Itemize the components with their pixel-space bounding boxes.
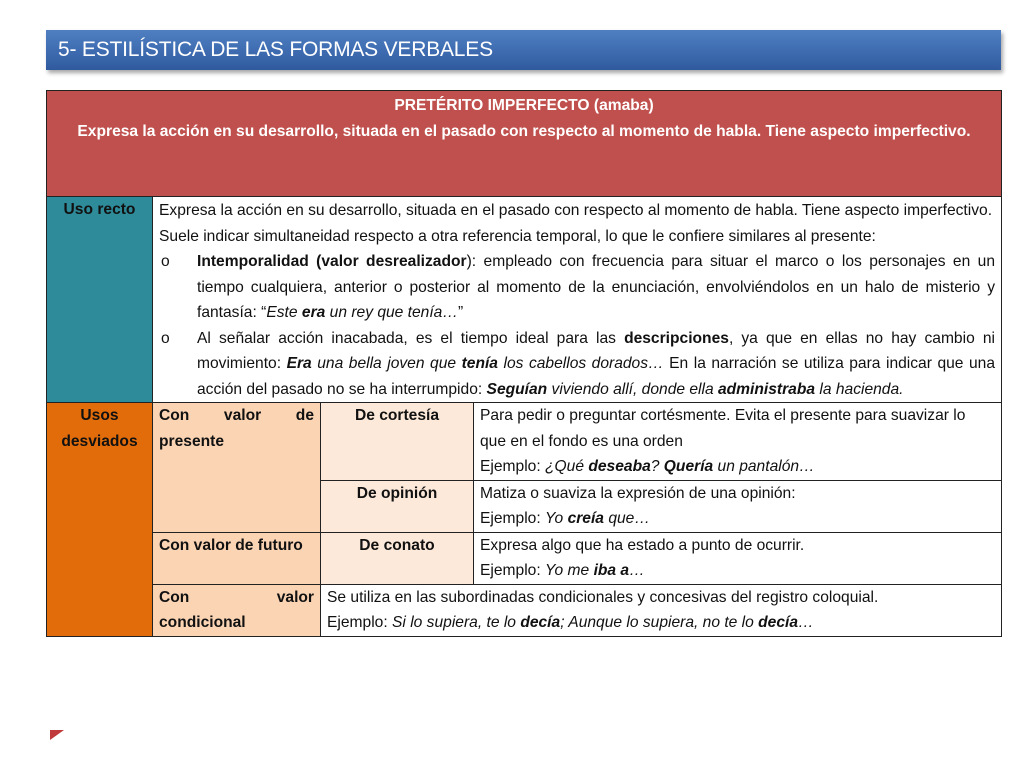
header-title: PRETÉRITO IMPERFECTO (amaba) <box>394 97 654 114</box>
example-bold: deseaba <box>588 458 651 475</box>
example-text: ? <box>650 458 664 475</box>
opinion-label: De opinión <box>321 480 474 532</box>
bullet1-term: Intemporalidad (valor desrealizador <box>197 253 467 270</box>
opinion-example <box>480 506 995 532</box>
condicional-label: Con valor condicional <box>153 584 321 636</box>
list-item <box>159 326 995 403</box>
bullet2-text-b: , ya que en ellas no hay cambio ni movimiento: <box>197 329 995 372</box>
verb-forms-table <box>46 90 1002 637</box>
example-label: Ejemplo: <box>480 510 546 527</box>
example-label: Ejemplo: <box>480 458 546 475</box>
bullet2-ex1-b: los cabellos dorados… <box>497 355 664 372</box>
example-text: Yo <box>545 510 568 527</box>
example-bold: decía <box>520 614 561 631</box>
example-bold: creía <box>567 510 604 527</box>
bullet2-ex1-bold: Era <box>286 355 312 372</box>
table-row <box>47 584 1002 636</box>
cortesia-text: Para pedir o preguntar cortésmente. Evita el presente para suavizar lo que en el fondo es una orden <box>480 407 966 450</box>
presente-label: Con valor de presente <box>153 403 321 533</box>
example-label: Ejemplo: <box>327 614 393 631</box>
bullet2-term: descripciones <box>624 329 729 347</box>
bullet-marker: o <box>161 253 170 270</box>
condicional-example <box>327 610 995 636</box>
bullet1-example-bold: era <box>301 304 326 321</box>
cortesia-example <box>480 454 995 480</box>
opinion-text: Matiza o suaviza la expresión de una opinión: <box>480 484 796 502</box>
conato-text: Expresa algo que ha estado a punto de ocurrir. <box>480 536 805 554</box>
bullet2-text-a: Al señalar acción inacabada, es el tiempo ideal para las <box>197 329 625 347</box>
opinion-content <box>474 480 1002 532</box>
conato-content <box>474 532 1002 584</box>
example-text: ; Aunque lo supiera, no te lo <box>560 614 759 631</box>
bullet1-example-b: un rey que tenía… <box>325 304 458 321</box>
example-bold: decía <box>758 614 799 631</box>
table-row <box>47 403 1002 481</box>
condicional-text: Se utiliza en las subordinadas condicionales y concesivas del registro coloquial. <box>327 588 879 606</box>
uso-recto-bullets <box>159 249 995 402</box>
header-description: Expresa la acción en su desarrollo, situada en el pasado con respecto al momento de habla. Tiene aspecto imperfectivo. <box>77 122 971 140</box>
usos-desviados-label: Usos desviados <box>47 403 153 637</box>
bullet1-close: ” <box>457 304 464 321</box>
uso-recto-para1: Expresa la acción en su desarrollo, situada en el pasado con respecto al momento de habla. Tiene aspecto imperfectivo. <box>159 202 993 219</box>
example-text: que… <box>603 510 650 527</box>
example-text: Si lo supiera, te lo <box>392 614 521 631</box>
bullet2-text-c: En la narración se utiliza para indicar que una acción del pasado no se ha interrumpido: <box>197 355 995 398</box>
condicional-content <box>321 584 1002 636</box>
uso-recto-row <box>47 197 1002 403</box>
conato-example <box>480 558 995 584</box>
bullet2-ex2-bold: Seguían <box>486 380 548 398</box>
corner-accent-shape <box>50 730 64 740</box>
futuro-label: Con valor de futuro <box>153 532 321 584</box>
uso-recto-label: Uso recto <box>47 197 153 403</box>
example-text: … <box>798 614 814 631</box>
example-text: un pantalón… <box>713 458 815 475</box>
example-bold: iba a <box>593 562 630 579</box>
cortesia-label: De cortesía <box>321 403 474 481</box>
example-bold: Quería <box>663 458 714 475</box>
cortesia-content <box>474 403 1002 481</box>
example-text: ¿Qué <box>545 458 589 475</box>
conato-label: De conato <box>321 532 474 584</box>
bullet1-example-a: Este <box>266 304 302 321</box>
table-row <box>47 532 1002 584</box>
bullet2-ex2-bold2: administraba <box>717 380 816 398</box>
bullet2-ex1-bold2: tenía <box>461 355 498 372</box>
list-item <box>159 249 995 326</box>
bullet2-ex2-a: viviendo allí, donde ella <box>547 380 718 398</box>
bullet2-ex2-b: la hacienda. <box>815 380 904 398</box>
example-text: … <box>629 562 645 579</box>
bullet2-ex1-a: una bella joven que <box>311 355 462 372</box>
table-header <box>47 91 1002 197</box>
bullet-marker: o <box>161 329 170 347</box>
table-header-row <box>47 91 1002 197</box>
uso-recto-content <box>153 197 1002 403</box>
example-label: Ejemplo: <box>480 562 546 579</box>
slide-title: 5- ESTILÍSTICA DE LAS FORMAS VERBALES <box>46 30 1001 70</box>
example-text: Yo me <box>545 562 594 579</box>
bullet1-text: ): empleado con frecuencia para situar el marco o los personajes en un tiempo cualquiera, anterior o posterior al momento de la enunciación, envolviéndolos en un halo de misterio y fantasía: “ <box>197 253 995 321</box>
uso-recto-para2: Suele indicar simultaneidad respecto a otra referencia temporal, lo que le confiere similares al presente: <box>159 227 876 245</box>
